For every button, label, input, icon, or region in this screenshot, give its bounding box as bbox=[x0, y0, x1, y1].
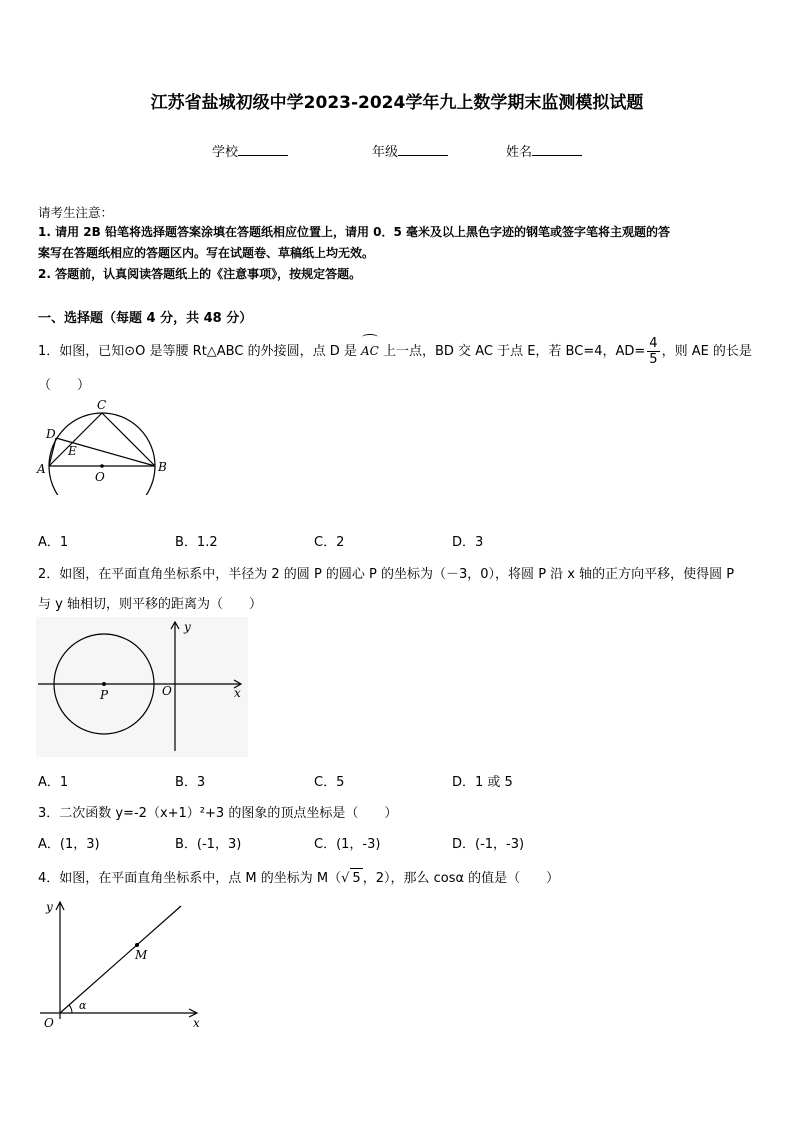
label-o: O bbox=[95, 470, 105, 484]
label-x: x bbox=[234, 686, 241, 700]
name-field[interactable] bbox=[506, 141, 582, 160]
grade-blank[interactable] bbox=[398, 143, 448, 156]
school-field[interactable] bbox=[212, 141, 288, 160]
label-d: D bbox=[46, 427, 56, 441]
q1-text-a: 1．如图，已知⊙O 是等腰 Rt△ABC 的外接圆，点 D 是 bbox=[38, 344, 357, 359]
q1-answer-paren: （ ） bbox=[38, 378, 91, 393]
center-point-o bbox=[100, 464, 104, 468]
label-y: y bbox=[184, 620, 191, 634]
question-4-text bbox=[38, 868, 559, 888]
q3-text: 3．二次函数 y=-2（x+1）²+3 的图象的顶点坐标是（ ） bbox=[38, 806, 398, 821]
sqrt-symbol: √ bbox=[341, 871, 350, 886]
q1-option-a[interactable]: A．1 bbox=[38, 535, 69, 550]
q1-text-c: ，则 AE 的长是 bbox=[661, 344, 752, 359]
label-a: A bbox=[37, 462, 46, 476]
name-label: 姓名 bbox=[506, 145, 533, 160]
q4-text-b: ，2），那么 cosα 的值是（ ） bbox=[362, 871, 560, 886]
section-heading: 一、选择题（每题 4 分，共 48 分） bbox=[38, 311, 253, 326]
grade-field[interactable] bbox=[372, 141, 448, 160]
fraction-denominator: 5 bbox=[649, 352, 658, 367]
q1-option-d[interactable]: D．3 bbox=[452, 535, 484, 550]
q2-option-c[interactable]: C．5 bbox=[314, 775, 345, 790]
notice-item2: 2. 答题前，认真阅读答题纸上的《注意事项》，按规定答题。 bbox=[38, 267, 362, 281]
q2-text-line1: 2．如图，在平面直角坐标系中，半径为 2 的圆 P 的圆心 P 的坐标为（－3，0），将圆 P 沿 x 轴的正方向平移，使得圆 P bbox=[38, 567, 735, 582]
q4-text-a: 4．如图，在平面直角坐标系中，点 M 的坐标为 M（ bbox=[38, 871, 342, 886]
notice-item1-line1: 1. 请用 2B 铅笔将选择题答案涂填在答题纸相应位置上，请用 0．5 毫米及以上黑色字迹的钢笔或签字笔将主观题的答 bbox=[38, 225, 670, 239]
q1-text-b: 上一点，BD 交 AC 于点 E，若 BC=4，AD= bbox=[383, 344, 646, 359]
label-m: M bbox=[135, 948, 148, 962]
label-x: x bbox=[193, 1016, 200, 1030]
label-alpha: α bbox=[79, 999, 87, 1012]
school-label: 学校 bbox=[212, 145, 239, 160]
q1-option-b[interactable]: B．1.2 bbox=[175, 535, 218, 550]
ray-om bbox=[60, 906, 181, 1013]
segment-ac bbox=[49, 413, 102, 466]
point-m bbox=[135, 943, 139, 947]
fraction-4-5 bbox=[647, 336, 659, 367]
label-o: O bbox=[162, 684, 172, 698]
arc-ac-symbol: AC bbox=[361, 337, 379, 365]
q3-option-c[interactable]: C．(1，-3) bbox=[314, 837, 381, 852]
q1-circle-figure bbox=[34, 395, 174, 495]
label-o: O bbox=[44, 1016, 54, 1030]
label-c: C bbox=[97, 398, 107, 412]
q2-option-a[interactable]: A．1 bbox=[38, 775, 69, 790]
angle-alpha-arc bbox=[69, 1005, 72, 1013]
q3-option-a[interactable]: A．(1，3) bbox=[38, 837, 100, 852]
q4-coordinate-figure bbox=[36, 897, 216, 1037]
notice-item1-line2: 案写在答题纸相应的答题区内。写在试题卷、草稿纸上均无效。 bbox=[38, 246, 375, 260]
q1-option-c[interactable]: C．2 bbox=[314, 535, 345, 550]
q2-coordinate-figure bbox=[36, 617, 248, 757]
label-p: P bbox=[100, 688, 109, 702]
label-y: y bbox=[46, 900, 53, 914]
notice-heading: 请考生注意： bbox=[38, 205, 114, 220]
sqrt-radicand: 5 bbox=[350, 868, 362, 889]
page-title: 江苏省盐城初级中学2023-2024学年九上数学期末监测模拟试题 bbox=[150, 93, 644, 113]
school-blank[interactable] bbox=[238, 143, 288, 156]
label-b: B bbox=[158, 460, 167, 474]
q2-text-line2: 与 y 轴相切，则平移的距离为（ ） bbox=[38, 597, 262, 612]
label-e: E bbox=[68, 444, 77, 458]
question-1-text bbox=[38, 336, 752, 367]
name-blank[interactable] bbox=[532, 143, 582, 156]
figure-background bbox=[36, 617, 248, 757]
q3-option-d[interactable]: D．(-1，-3) bbox=[452, 837, 525, 852]
fraction-numerator: 4 bbox=[649, 336, 658, 351]
grade-label: 年级 bbox=[372, 145, 399, 160]
q2-option-b[interactable]: B．3 bbox=[175, 775, 206, 790]
q3-option-b[interactable]: B．(-1，3) bbox=[175, 837, 242, 852]
q2-option-d[interactable]: D．1 或 5 bbox=[452, 775, 513, 790]
center-point-p bbox=[102, 682, 106, 686]
